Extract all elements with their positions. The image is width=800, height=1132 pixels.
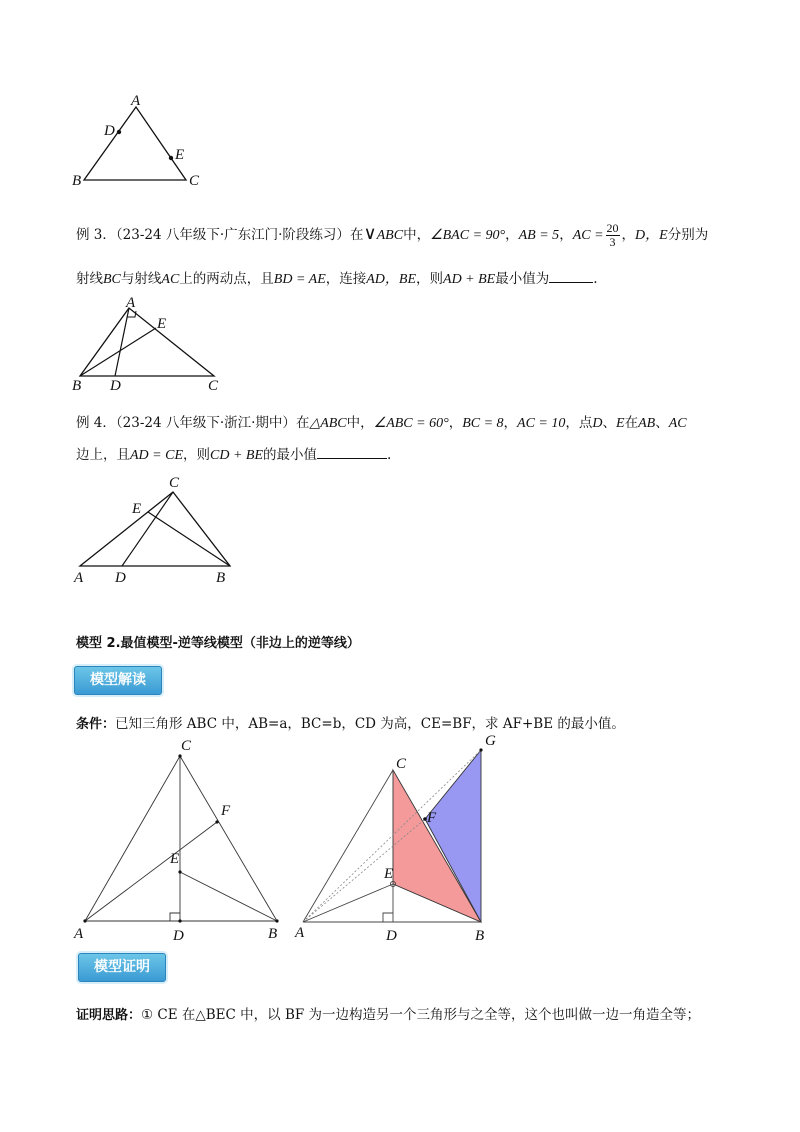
label-b: B	[72, 173, 82, 189]
answer-blank	[549, 268, 593, 283]
math-ad-be: AD，BE	[366, 272, 417, 287]
label-d: D	[386, 928, 397, 944]
point-e	[169, 156, 173, 160]
text: 最小值为	[495, 271, 550, 287]
label-e: E	[175, 147, 185, 163]
math-ab: AB = 5	[518, 228, 560, 243]
example-source: （23-24 八年级下·浙江·期中）	[115, 415, 296, 431]
text: ，	[503, 415, 518, 431]
math-bd-ae: BD = AE	[273, 272, 326, 287]
label-a: A	[74, 570, 84, 586]
label-e: E	[170, 851, 180, 867]
label-b: B	[268, 926, 278, 942]
label-g: G	[485, 733, 496, 749]
text: ，	[448, 415, 463, 431]
triangle-abc	[80, 492, 230, 566]
point-e	[178, 870, 181, 873]
figure-triangle-abc-1	[64, 90, 224, 194]
text: 上的两动点，且	[179, 271, 274, 287]
text: ，	[505, 227, 519, 243]
triangle-abc	[80, 308, 214, 376]
label-b: B	[216, 570, 226, 586]
math-de: D，E	[635, 228, 668, 243]
label-a: A	[74, 926, 84, 942]
example-3-line-1	[76, 222, 708, 249]
point-g	[479, 748, 482, 751]
math-ac: AC	[161, 272, 180, 287]
math-bc: BC	[103, 272, 121, 287]
point-f	[215, 820, 218, 823]
figure-model-left	[70, 735, 295, 945]
point-d	[178, 919, 181, 922]
label-d: D	[115, 570, 126, 586]
text: ，	[621, 227, 636, 243]
model-proof-badge: 模型证明	[78, 953, 166, 982]
text: .	[593, 271, 598, 287]
text: 射线	[76, 271, 103, 287]
text: 在	[295, 415, 310, 431]
right-angle-mark	[170, 913, 180, 921]
text: 边上，且	[76, 447, 130, 463]
label-d: D	[110, 378, 121, 394]
figure-model-right	[295, 730, 510, 945]
triangle-symbol: ∨ABC	[363, 223, 404, 243]
math-ac: AC	[668, 416, 687, 431]
triangle-abc	[84, 107, 186, 180]
model-read-badge: 模型解读	[74, 666, 162, 695]
text: ，则	[416, 271, 444, 287]
math-angle: ∠BAC = 90°	[430, 228, 506, 243]
text: ，	[559, 227, 573, 243]
fraction-denominator: 3	[609, 235, 616, 249]
point-c	[178, 754, 181, 757]
segment-af	[85, 822, 217, 921]
answer-blank	[317, 444, 387, 459]
label-a: A	[295, 925, 305, 941]
text: ，连接	[325, 271, 367, 287]
segment-ca	[85, 756, 180, 921]
figure-triangle-abc-2	[66, 292, 236, 394]
math-ac: AC = 10	[517, 416, 566, 431]
math-ac: AC =	[572, 228, 604, 243]
label-e: E	[132, 501, 142, 517]
label-e: E	[384, 866, 394, 882]
text: 中，	[346, 415, 374, 431]
math-bc: BC = 8	[462, 416, 504, 431]
text: 中，	[403, 227, 431, 243]
label-b: B	[72, 378, 82, 394]
example-4-line-1	[76, 413, 687, 434]
label-c: C	[169, 475, 180, 491]
example-label: 例 3．	[76, 227, 116, 243]
label-a: A	[131, 93, 141, 109]
math-expression: AD + BE	[443, 272, 496, 287]
point-b	[275, 919, 278, 922]
label-d: D	[173, 928, 184, 944]
text: 、	[602, 415, 617, 431]
fraction-numerator: 20	[606, 221, 619, 235]
example-4-line-2	[76, 444, 391, 466]
point-d	[117, 130, 121, 134]
label-c: C	[189, 173, 200, 189]
text: 分别为	[667, 227, 709, 243]
proof-line	[76, 1005, 700, 1026]
fraction	[606, 222, 620, 249]
math-ad-ce: AD = CE	[130, 448, 183, 463]
label-c: C	[208, 378, 219, 394]
math-d: D	[592, 416, 603, 431]
label-a: A	[126, 295, 136, 311]
example-source: （23-24 八年级下·广东江门·阶段练习）	[115, 227, 350, 243]
label-e: E	[157, 316, 167, 332]
point-a	[83, 919, 86, 922]
math-expression: CD + BE	[210, 448, 263, 463]
triangle-name: ABC	[376, 228, 404, 243]
example-label: 例 4．	[76, 415, 116, 431]
text: 在	[349, 227, 364, 243]
label-c: C	[181, 738, 192, 754]
text: 、	[655, 415, 669, 431]
text: ，点	[565, 415, 593, 431]
text: 在	[624, 415, 639, 431]
segment-be	[148, 512, 230, 566]
condition-text: 已知三角形 ABC 中，AB=a，BC=b，CD 为高，CE=BF，求 AF+BE 的最小值。	[115, 716, 625, 732]
math-ab: AB	[638, 416, 656, 431]
triangle-name: △ABC	[309, 416, 347, 431]
text: 的最小值	[263, 447, 317, 463]
proof-label: 证明思路：	[76, 1008, 142, 1023]
section-heading: 模型 2.最值模型-逆等线模型（非边上的逆等线）	[76, 636, 360, 651]
label-d: D	[104, 123, 115, 139]
label-b: B	[475, 928, 485, 944]
label-f: F	[221, 803, 231, 819]
segment-ae	[303, 884, 393, 922]
segment-be	[80, 328, 156, 376]
figure-triangle-abc-3	[70, 470, 250, 586]
segment-cd	[122, 492, 173, 566]
label-f: F	[427, 810, 437, 826]
example-3-line-2	[76, 268, 598, 290]
segment-ca	[303, 770, 393, 922]
label-c: C	[396, 756, 407, 772]
right-angle-mark	[383, 913, 393, 922]
text: .	[387, 447, 392, 463]
text: 与射线	[120, 271, 162, 287]
proof-text: ① CE 在△BEC 中，以 BF 为一边构造另一个三角形与之全等，这个也叫做一边一角造全等；	[141, 1007, 701, 1023]
text: ，则	[183, 447, 210, 463]
math-angle: ∠ABC = 60°	[373, 416, 449, 431]
condition-label: 条件：	[76, 717, 116, 732]
math-e: E	[616, 416, 625, 431]
